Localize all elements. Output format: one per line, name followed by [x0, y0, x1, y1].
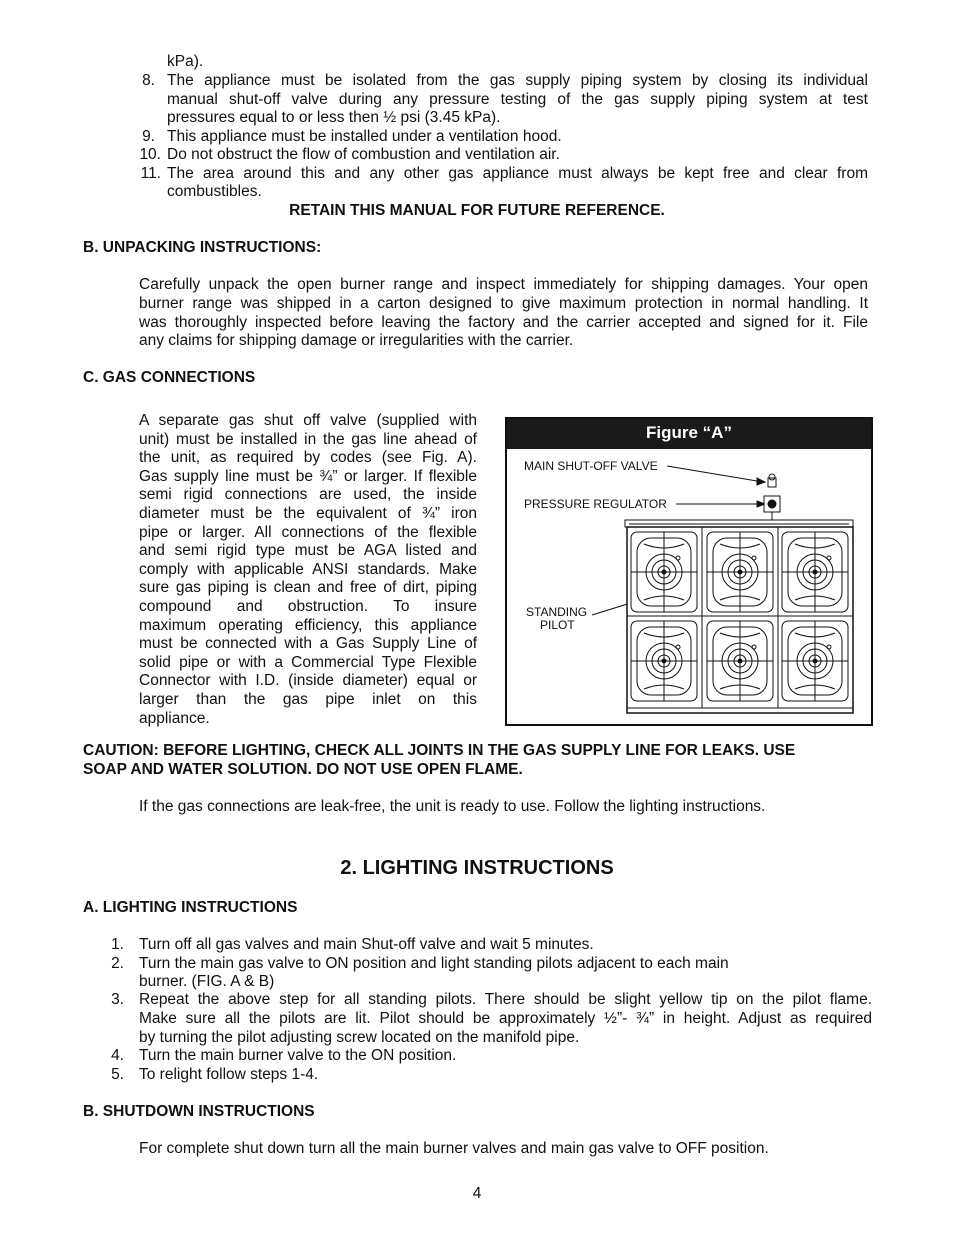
figure-a	[505, 417, 873, 726]
list-item-text: Do not obstruct the flow of combustion and ventilation air.	[167, 146, 560, 163]
list-item-text: Repeat the above step for all standing pilots. There should be slight yellow tip on the pilot flame.	[139, 991, 872, 1008]
label-pressure-regulator: PRESSURE REGULATOR	[524, 497, 667, 511]
list-number: 8.	[142, 72, 155, 89]
list-item-text: burner. (FIG. A & B)	[139, 973, 275, 990]
gas-text-line: pipe or larger. All connections of the flexible	[139, 523, 477, 541]
gas-text-line: maximum operating efficiency, this appliance	[139, 616, 477, 634]
lighting-heading: A. LIGHTING INSTRUCTIONS	[83, 899, 298, 916]
page-number: 4	[472, 1185, 482, 1202]
figure-title: Figure “A”	[507, 419, 871, 449]
list-item-text: Turn the main burner valve to the ON position.	[139, 1047, 457, 1064]
gas-text-line: appliance.	[139, 709, 210, 727]
gas-text-line: compound and obstruction. To insure	[139, 598, 477, 615]
shutdown-heading: B. SHUTDOWN INSTRUCTIONS	[83, 1103, 315, 1120]
unpacking-text: burner range was shipped in a carton designed to give maximum protection in normal handling. It	[139, 295, 868, 312]
range-drawing	[507, 419, 871, 724]
section-title: 2. LIGHTING INSTRUCTIONS	[340, 857, 614, 879]
unpacking-text: any claims for shipping damage or irregularities with the carrier.	[139, 332, 574, 349]
unpacking-heading: B. UNPACKING INSTRUCTIONS:	[83, 239, 322, 256]
list-item-text: To relight follow steps 1-4.	[139, 1066, 319, 1083]
list-number: 3.	[111, 991, 124, 1008]
gas-text-line: diameter must be the equivalent of ¾” iron	[139, 505, 477, 522]
list-item-text: combustibles.	[167, 183, 262, 200]
list-continuation: kPa).	[167, 53, 204, 70]
list-item-text: The appliance must be isolated from the gas supply piping system by closing its individual	[167, 72, 868, 89]
gas-heading: C. GAS CONNECTIONS	[83, 369, 256, 386]
label-main-shutoff-valve: MAIN SHUT-OFF VALVE	[524, 459, 658, 473]
list-item-text: Make sure all the pilots are lit. Pilot should be approximately ½”- ¾” in height. Adjust as required	[139, 1010, 872, 1027]
gas-text-line: semi rigid connections are used, the inside	[139, 486, 477, 504]
gas-text-line: the unit, as required by codes (see Fig. A).	[139, 449, 477, 467]
list-number: 10.	[139, 146, 161, 163]
list-number: 2.	[111, 955, 124, 972]
leak-free-text: If the gas connections are leak-free, the unit is ready to use. Follow the lighting instructions.	[139, 798, 766, 815]
list-item-text: manual shut-off valve during any pressure testing of the gas supply piping system at test	[167, 91, 868, 108]
gas-text-line: larger than the gas pipe inlet on this	[139, 691, 477, 708]
retain-notice: RETAIN THIS MANUAL FOR FUTURE REFERENCE.	[289, 202, 665, 219]
list-number: 5.	[111, 1066, 124, 1083]
gas-text-line: sure gas piping is clean and free of dirt, piping	[139, 579, 477, 597]
gas-text-line: must be connected with a Gas Supply Line of	[139, 635, 477, 653]
gas-text-line: comply with applicable ANSI standards. Make	[139, 560, 477, 578]
gas-text-line: Connector with I.D. (inside diameter) equal or	[139, 672, 477, 690]
gas-text-line: unit) must be installed in the gas line ahead of	[139, 430, 477, 448]
gas-text-line: Gas supply line must be ¾” or larger. If flexible	[139, 467, 477, 485]
label-standing-pilot: PILOT	[540, 618, 575, 632]
list-number: 1.	[111, 936, 124, 953]
gas-text-line: A separate gas shut off valve (supplied with	[139, 412, 477, 429]
caution-text: SOAP AND WATER SOLUTION. DO NOT USE OPEN FLAME.	[83, 761, 523, 778]
list-number: 11.	[140, 165, 161, 182]
list-number: 4.	[111, 1047, 124, 1064]
list-item-text: Turn off all gas valves and main Shut-off valve and wait 5 minutes.	[139, 936, 594, 953]
list-item-text: Turn the main gas valve to ON position and light standing pilots adjacent to each main	[139, 955, 729, 972]
gas-text-line: solid pipe or with a Commercial Type Flexible	[139, 653, 477, 671]
label-standing-pilot: STANDING	[526, 605, 588, 619]
list-item-text: by turning the pilot adjusting screw located on the manifold pipe.	[139, 1029, 580, 1046]
gas-text-line: and semi rigid type must be AGA listed and	[139, 542, 477, 560]
unpacking-text: Carefully unpack the open burner range and inspect immediately for shipping damages. Your open	[139, 276, 868, 293]
shutdown-text: For complete shut down turn all the main burner valves and main gas valve to OFF position.	[139, 1140, 769, 1157]
list-item-text: The area around this and any other gas appliance must always be kept free and clear from	[167, 165, 868, 182]
caution-text: CAUTION: BEFORE LIGHTING, CHECK ALL JOINTS IN THE GAS SUPPLY LINE FOR LEAKS. USE	[83, 742, 796, 759]
list-number: 9.	[142, 128, 155, 145]
unpacking-text: was thoroughly inspected before leaving the factory and the carrier accepted and signed for it. File	[139, 314, 868, 331]
list-item-text: This appliance must be installed under a ventilation hood.	[167, 128, 562, 145]
list-item-text: pressures equal to or less then ½ psi (3.45 kPa).	[167, 109, 501, 126]
